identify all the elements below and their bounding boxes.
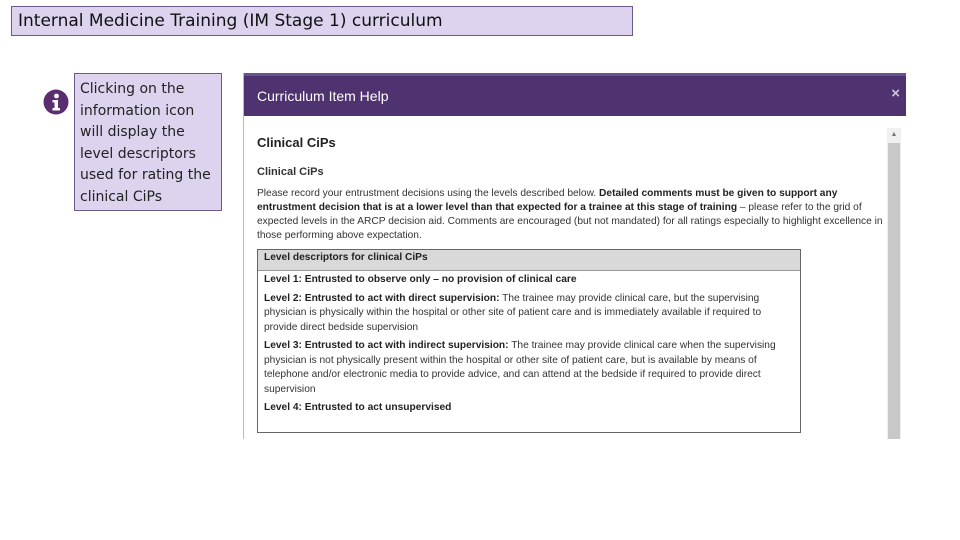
level-label: Level 4: Entrusted to act unsupervised — [264, 402, 452, 413]
header-strip — [244, 73, 906, 76]
close-icon[interactable]: × — [891, 85, 900, 102]
scroll-up-arrow-icon[interactable]: ▲ — [890, 131, 898, 138]
table-row-level-2 — [258, 290, 800, 338]
slide-title: Internal Medicine Training (IM Stage 1) curriculum — [11, 6, 633, 36]
table-row-level-4 — [258, 399, 800, 418]
modal-body — [244, 116, 906, 439]
level-label: Level 1: Entrusted to observe only – no provision of clinical care — [264, 274, 577, 285]
table-row-level-3 — [258, 337, 800, 399]
level-text: The trainee may provide clinical care, but the supervising physician is physically within the hospital or other site of patient care and is immediately available if required to provide direct bedside supervision — [264, 292, 762, 333]
level-descriptors-table — [257, 249, 801, 433]
info-icon[interactable] — [43, 89, 69, 115]
level-label: Level 2: Entrusted to act with direct supervision: — [264, 292, 500, 304]
intro-bold: Detailed comments must be given to support any entrustment decision that is at a lower level than that expected for a trainee at this stage of training — [257, 188, 838, 213]
instruction-callout: Clicking on the information icon will display the level descriptors used for rating the clinical CiPs — [74, 73, 222, 211]
level-text: The trainee may provide clinical care when the supervising physician is not physically present within the hospital or other site of patient care, but is available by means of telephone and/or electronic media to provide advice, and can attend at the bedside if required to provide direct supervision — [264, 340, 776, 395]
intro-part-2: – please refer to the grid of expected levels in the ARCP decision aid. Comments are encouraged (but not mandated) for all ratings especially to highlight excellence in those performing above expectation. — [257, 202, 883, 241]
help-intro-text — [257, 187, 889, 243]
scrollbar-thumb[interactable] — [888, 143, 900, 439]
intro-part-1: Please record your entrustment decisions using the levels described below. — [257, 188, 600, 199]
modal-header — [244, 73, 906, 116]
help-heading: Clinical CiPs — [257, 135, 336, 150]
table-row-level-1 — [258, 271, 800, 290]
modal-title: Curriculum Item Help — [257, 88, 389, 104]
help-subheading: Clinical CiPs — [257, 166, 324, 178]
level-label: Level 3: Entrusted to act with indirect supervision: — [264, 340, 509, 351]
table-header: Level descriptors for clinical CiPs — [258, 250, 800, 271]
help-modal-screenshot — [243, 73, 906, 439]
